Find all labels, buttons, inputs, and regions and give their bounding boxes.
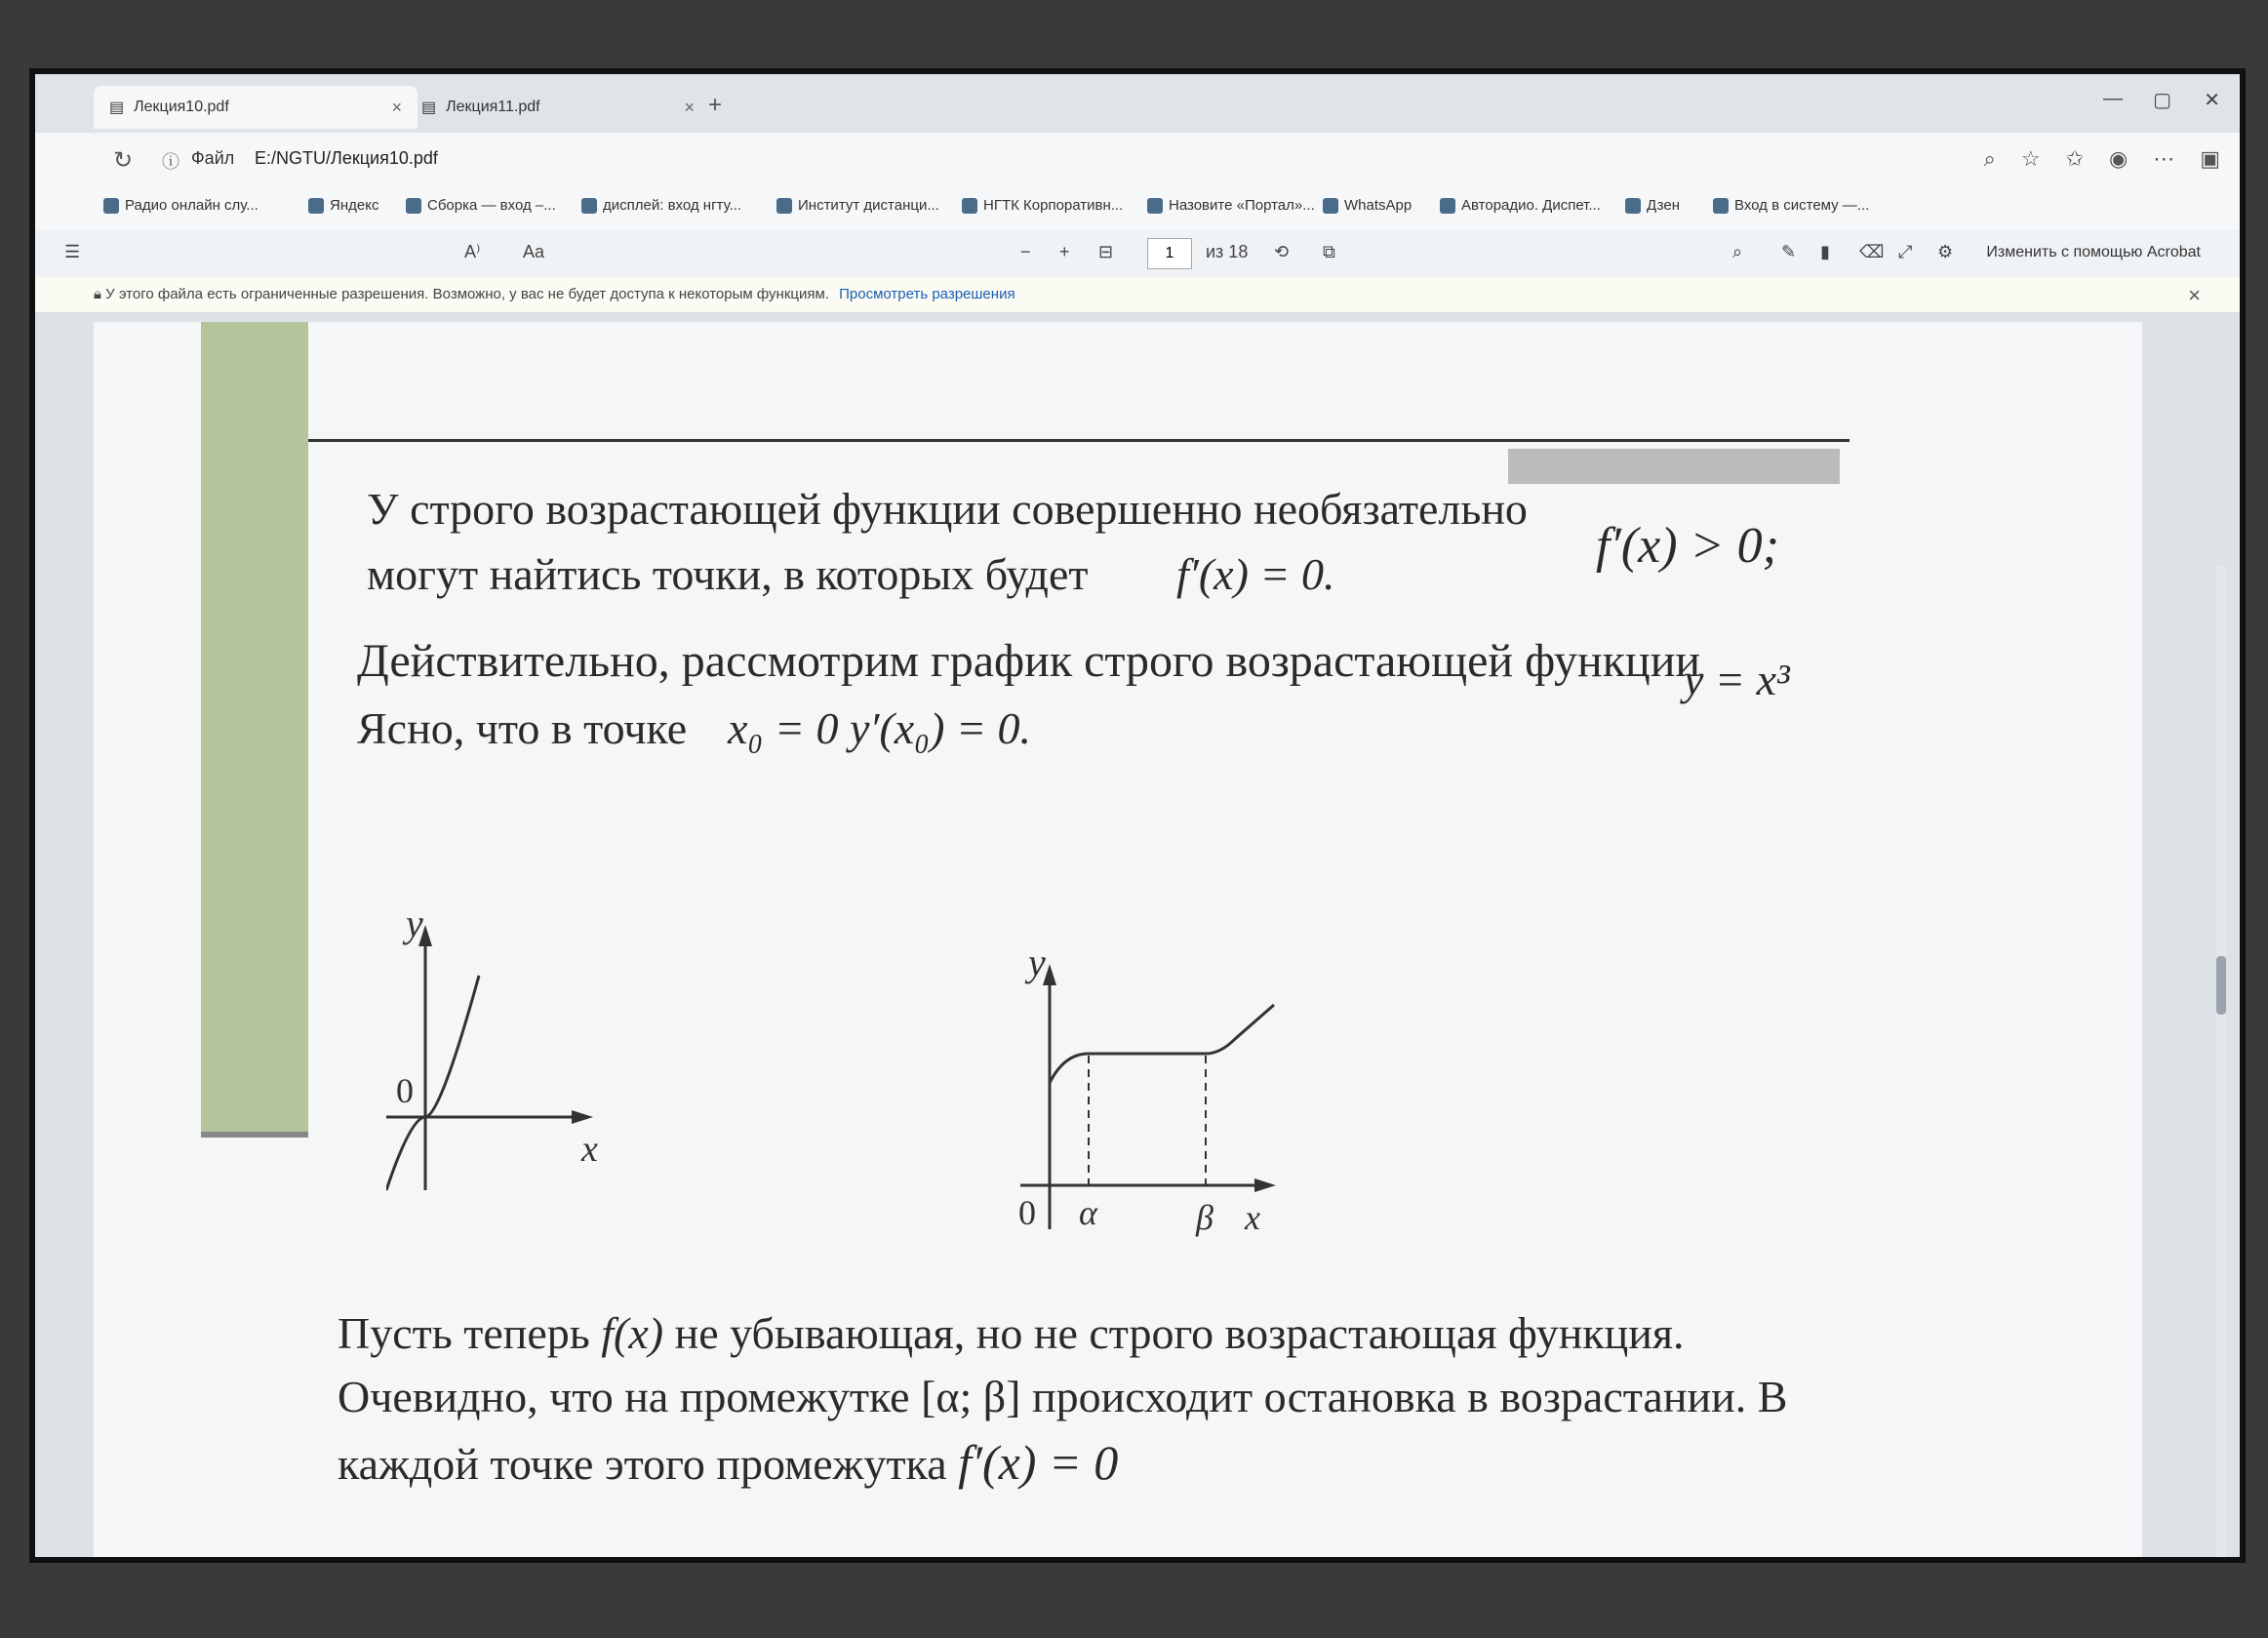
- bookmark-icon: [962, 198, 977, 214]
- formula-point-derivative: x₀ = 0 y′(x₀) = 0.: [728, 703, 1032, 753]
- para1-line2: могут найтись точки, в которых будет: [367, 549, 1089, 599]
- contents-icon[interactable]: ☰: [64, 242, 81, 261]
- pdf-icon: ▤: [109, 100, 125, 116]
- para3-text: Пусть теперь: [338, 1308, 590, 1358]
- star-icon[interactable]: ☆: [2020, 146, 2041, 171]
- page-number-input[interactable]: 1: [1147, 238, 1192, 269]
- url-scheme: Файл: [191, 148, 235, 168]
- read-aloud-icon[interactable]: A⁾: [464, 242, 481, 261]
- para3-line3: [338, 1434, 1118, 1491]
- formula-cube: y = x³: [1684, 655, 1790, 704]
- bookmark-icon: [1625, 198, 1641, 214]
- zoom-icon[interactable]: ⌕: [1983, 146, 1996, 171]
- bookmark-item[interactable]: [1625, 197, 1680, 214]
- bookmark-icon: [103, 198, 119, 214]
- origin-label: 0: [396, 1071, 414, 1110]
- address-bar: [35, 133, 2240, 187]
- draw-icon[interactable]: ✎: [1781, 242, 1797, 261]
- header-block: [1508, 449, 1840, 484]
- para2-line2: Ясно, что в точке: [357, 703, 688, 753]
- info-message: [94, 286, 1015, 302]
- x-label: x: [581, 1129, 598, 1170]
- close-window-icon[interactable]: ✕: [2204, 90, 2220, 111]
- decorative-line: [201, 1132, 308, 1138]
- pdf-viewport: [35, 312, 2240, 1557]
- bookmark-item[interactable]: [406, 197, 556, 214]
- bookmark-label: Вход в систему —...: [1734, 197, 1870, 214]
- scrollbar-thumb[interactable]: [2216, 956, 2226, 1015]
- minimize-icon[interactable]: —: [2103, 88, 2123, 109]
- tab-lecture10[interactable]: [94, 86, 418, 129]
- zoom-out-icon[interactable]: −: [1020, 242, 1031, 261]
- para1-line1: У строго возрастающей функции совершенно необязательно: [367, 484, 1528, 534]
- bookmark-item[interactable]: [1147, 197, 1315, 214]
- x-axis-arrow: [1254, 1179, 1276, 1192]
- pdf-toolbar: [35, 230, 2240, 277]
- zoom-in-icon[interactable]: +: [1059, 242, 1070, 261]
- sidebar-icon[interactable]: ▣: [2200, 146, 2220, 171]
- view-permissions-link[interactable]: Просмотреть разрешения: [839, 286, 1015, 302]
- settings-icon[interactable]: ⚙: [1937, 242, 1954, 261]
- bookmark-label: Дзен: [1647, 197, 1680, 214]
- formula-derivative-positive: f′(x) > 0;: [1596, 518, 1779, 574]
- screen: [29, 68, 2246, 1563]
- para3-line2: Очевидно, что на промежутке [α; β] происходит остановка в возрастании. В: [338, 1372, 1788, 1421]
- pdf-icon: ▤: [421, 100, 437, 116]
- tab-lecture11[interactable]: [406, 86, 710, 129]
- plateau-curve: [1050, 1005, 1274, 1083]
- more-icon[interactable]: ⋯: [2153, 146, 2175, 171]
- rotate-icon[interactable]: ⟲: [1274, 242, 1290, 261]
- maximize-icon[interactable]: ▢: [2153, 90, 2171, 111]
- bookmark-label: НГТК Корпоративн...: [983, 197, 1124, 214]
- bookmark-icon: [581, 198, 597, 214]
- lock-icon: 🔒︎: [94, 286, 101, 302]
- bookmark-item[interactable]: [103, 197, 259, 214]
- text-options-icon[interactable]: Aa: [523, 242, 545, 261]
- address-actions: [1984, 146, 2221, 172]
- bookmark-label: дисплей: вход нгту...: [603, 197, 742, 214]
- bookmark-label: Институт дистанци...: [798, 197, 939, 214]
- decorative-bar: [201, 322, 308, 1132]
- url-input[interactable]: E:/NGTU/Лекция10.pdf: [255, 148, 438, 168]
- formula-derivative-zero: f′(x) = 0.: [1176, 549, 1335, 599]
- bookmark-item[interactable]: [581, 197, 741, 214]
- fullscreen-icon[interactable]: ⤢: [1898, 242, 1913, 261]
- x-label: x: [1245, 1198, 1260, 1237]
- bookmark-item[interactable]: [962, 197, 1123, 214]
- tab-title: Лекция11.pdf: [446, 99, 540, 115]
- tab-title: Лекция10.pdf: [134, 99, 229, 115]
- bookmark-item[interactable]: [776, 197, 939, 214]
- page-total: из 18: [1206, 242, 1249, 261]
- bookmark-item[interactable]: [1713, 197, 1869, 214]
- bookmark-icon: [776, 198, 792, 214]
- bookmark-label: Авторадио. Диспет...: [1461, 197, 1601, 214]
- pdf-page: [94, 322, 2142, 1557]
- bookmark-icon: [1440, 198, 1455, 214]
- formula-fx: f(x): [601, 1308, 664, 1358]
- graph-cubic: [386, 907, 640, 1239]
- bookmark-label: Радио онлайн слу...: [125, 197, 259, 214]
- bookmark-icon: [1323, 198, 1338, 214]
- alpha-label: α: [1079, 1193, 1097, 1232]
- close-icon[interactable]: ×: [2188, 283, 2201, 307]
- profile-icon[interactable]: ◉: [2109, 146, 2129, 171]
- bookmark-icon: [308, 198, 324, 214]
- bookmark-label: Назовите «Портал»...: [1169, 197, 1315, 214]
- info-icon[interactable]: ⓘ: [162, 152, 179, 172]
- highlight-icon[interactable]: ▮: [1820, 242, 1830, 261]
- bookmark-item[interactable]: [308, 197, 378, 214]
- favorites-icon[interactable]: ✩: [2065, 146, 2084, 171]
- bookmark-label: Яндекс: [330, 197, 379, 214]
- close-icon[interactable]: ×: [391, 97, 402, 117]
- scrollbar[interactable]: [2216, 566, 2226, 1563]
- erase-icon[interactable]: ⌫: [1859, 242, 1885, 261]
- para3-text-rest: не убывающая, но не строго возрастающая функция.: [674, 1308, 1685, 1358]
- edit-with-acrobat-button[interactable]: Изменить с помощью Acrobat: [1986, 244, 2201, 260]
- bookmark-item[interactable]: [1440, 197, 1601, 214]
- search-icon[interactable]: ⌕: [1732, 242, 1743, 261]
- origin-label: 0: [1018, 1193, 1036, 1232]
- para3-line1: [338, 1307, 1685, 1359]
- header-rule: [308, 439, 1850, 442]
- reload-icon[interactable]: ↻: [113, 147, 134, 174]
- bookmarks-bar: [35, 187, 2240, 231]
- graph-nondecreasing: [1011, 946, 1323, 1258]
- bookmark-icon: [1713, 198, 1729, 214]
- bookmark-item[interactable]: [1323, 197, 1412, 214]
- two-page-icon[interactable]: ⧉: [1323, 242, 1335, 261]
- info-bar: [35, 277, 2240, 313]
- close-icon[interactable]: ×: [684, 97, 695, 117]
- fit-page-icon[interactable]: ⊟: [1098, 242, 1114, 261]
- info-text: У этого файла есть ограниченные разрешения. Возможно, у вас не будет доступа к некоторым функциям.: [105, 286, 829, 302]
- bookmark-label: WhatsApp: [1344, 197, 1413, 214]
- bookmark-icon: [406, 198, 421, 214]
- tab-strip: [35, 74, 2240, 133]
- formula-derivative-interval: f′(x) = 0: [958, 1435, 1119, 1490]
- bookmark-icon: [1147, 198, 1163, 214]
- para2-line1: Действительно, рассмотрим график строго возрастающей функции: [357, 635, 1701, 687]
- beta-label: β: [1196, 1198, 1214, 1237]
- y-label: y: [406, 907, 423, 945]
- para3-text-3: каждой точке этого промежутка: [338, 1439, 947, 1489]
- x-axis-arrow: [572, 1110, 593, 1124]
- new-tab-button[interactable]: +: [708, 92, 723, 118]
- y-label: y: [1028, 946, 1046, 984]
- bookmark-label: Сборка — вход –...: [427, 197, 556, 214]
